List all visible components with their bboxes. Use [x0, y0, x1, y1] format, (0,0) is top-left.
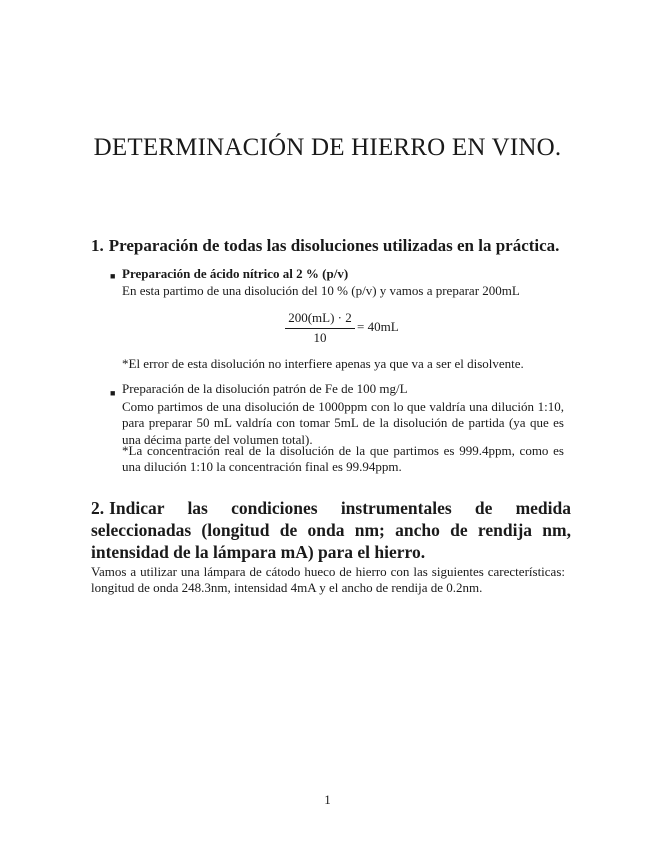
section-1-heading-text: Preparación de todas las disoluciones utilizadas en la práctica. — [108, 236, 560, 255]
bullet-icon: ■ — [110, 388, 116, 398]
item-2-heading: Preparación de la disolución patrón de Fe de 100 mg/L — [122, 381, 408, 396]
section-2-number: 2. — [91, 498, 105, 518]
formula-result: = 40mL — [357, 319, 399, 334]
item-1-text: En esta partimo de una disolución del 10 % (p/v) y vamos a preparar 200mL — [122, 283, 520, 298]
formula-numerator: 200(mL) · 2 — [288, 310, 352, 325]
page-number: 1 — [324, 792, 331, 807]
section-2-heading — [91, 497, 571, 563]
section-1-heading — [91, 236, 571, 256]
section-1-number: 1. — [91, 236, 104, 255]
section-2-heading-text: Indicar las condiciones instrumentales de medida seleccionadas (longitud de onda nm; ancho de rendija nm, intensidad de la lámpara mA) para el hierro. — [91, 498, 571, 562]
bullet-icon: ■ — [110, 271, 116, 281]
item-2-note: *La concentración real de la disolución de la que partimos es 999.4ppm, como es una dilución 1:10 la concentración final es 99.94ppm. — [122, 443, 564, 475]
fraction-bar — [285, 328, 355, 329]
document-title: DETERMINACIÓN DE HIERRO EN VINO. — [93, 134, 562, 161]
item-2-text: Como partimos de una disolución de 1000ppm con lo que valdría una dilución 1:10, para preparar 50 mL valdría con tomar 5mL de la disolución de partida (ya que es una décima parte del volumen total). — [122, 399, 564, 447]
section-2-text: Vamos a utilizar una lámpara de cátodo hueco de hierro con las siguientes carecterísticas: longitud de onda 248.3nm, intensidad 4mA y el ancho de rendija de 0.2nm. — [91, 564, 565, 596]
formula-denominator: 10 — [313, 330, 327, 345]
item-1-heading: Preparación de ácido nítrico al 2 % (p/v) — [122, 266, 349, 281]
item-1-note: *El error de esta disolución no interfiere apenas ya que va a ser el disolvente. — [122, 356, 524, 371]
